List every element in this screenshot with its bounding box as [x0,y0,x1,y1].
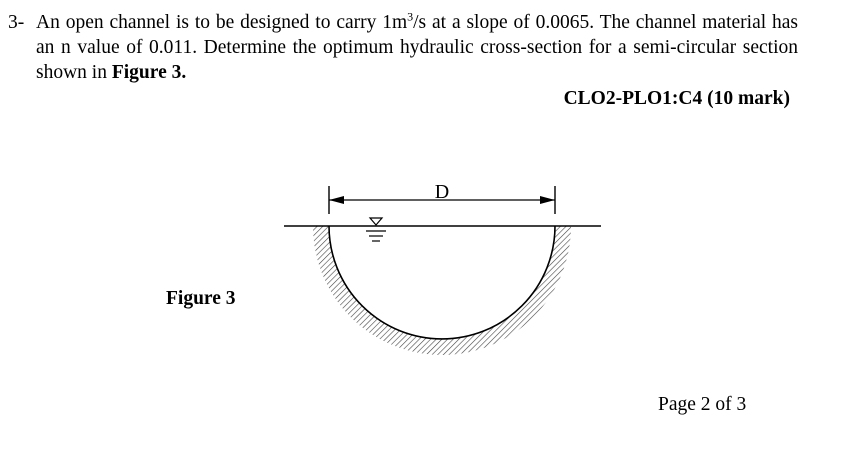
question-text-part2: /s at a slope of 0.0065. The channel material has an n value of 0.011. Determine the optimum hydraulic cross-section for a semi-circular section shown in [36,12,798,83]
figure-label: Figure 3 [166,288,236,309]
unit-superscript: 3 [407,9,414,24]
dimension-arrow-right [540,196,555,204]
figure-reference: Figure 3. [111,62,187,83]
page-number: Page 2 of 3 [658,394,747,415]
marks-label: CLO2-PLO1:C4 (10 mark) [563,88,790,109]
question-text-part1: An open channel is to be designed to carry 1m [36,12,408,33]
dimension-arrow-left [329,196,344,204]
channel-bed-hatching [313,226,571,355]
question-number: 3- [8,12,25,33]
dimension-label-d: D [434,181,450,203]
water-level-symbol-icon [370,218,382,225]
